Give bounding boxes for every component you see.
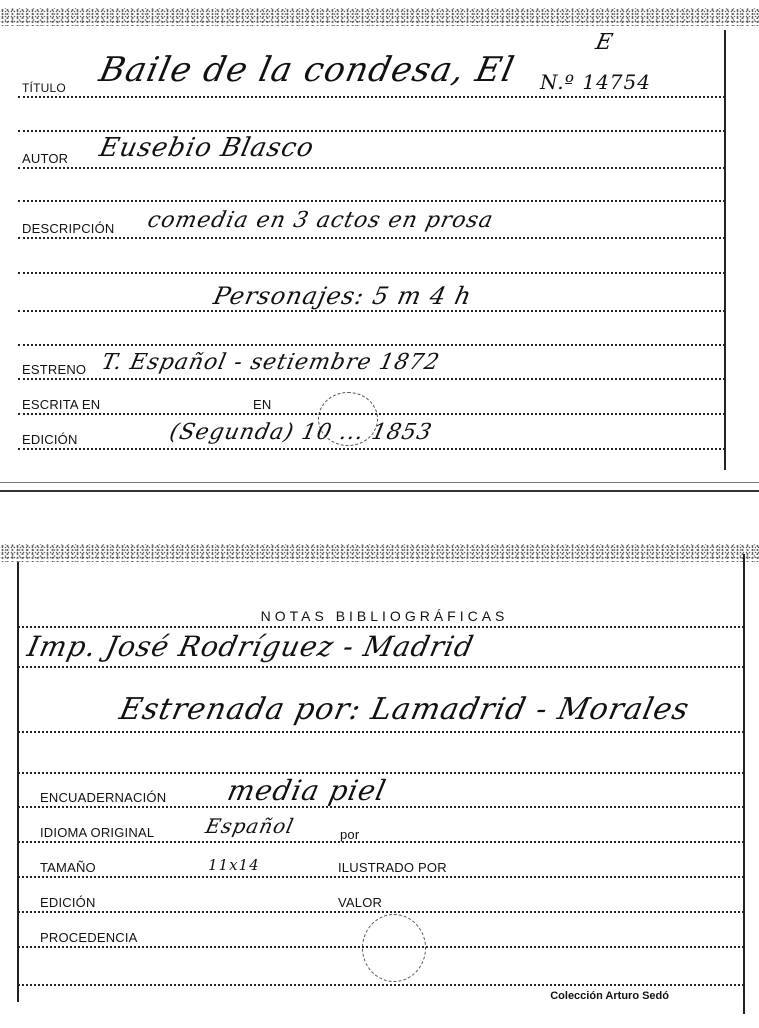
notas-line — [18, 626, 744, 628]
descripcion-value: comedia en 3 actos en prosa — [145, 208, 496, 233]
numero-value: N.º 14754 — [540, 70, 651, 94]
titulo-line — [18, 96, 725, 98]
notas-line — [18, 731, 744, 733]
personajes-value: Personajes: 5 m 4 h — [211, 282, 475, 310]
stamp-circle — [362, 914, 426, 982]
por-label: por — [340, 827, 360, 842]
estreno-value: T. Español - setiembre 1872 — [99, 350, 443, 375]
blank-line — [18, 272, 725, 274]
ilustrado-label: ILUSTRADO POR — [338, 860, 447, 875]
blank-line — [18, 130, 725, 132]
idioma-value: Español — [203, 814, 297, 838]
catalog-card-back — [0, 544, 759, 1028]
procedencia-line — [18, 946, 744, 948]
idioma-label: IDIOMA ORIGINAL — [40, 825, 155, 840]
autor-value: Eusebio Blasco — [96, 133, 318, 163]
edicion-line — [18, 448, 725, 450]
escrita-label: ESCRITA EN — [22, 397, 101, 412]
descripcion-line — [18, 237, 725, 239]
edicion-label: EDICIÓN — [22, 432, 78, 447]
notas-line — [18, 666, 744, 668]
notas-heading: NOTAS BIBLIOGRÁFICAS — [260, 608, 509, 624]
card-border — [0, 490, 759, 492]
card-torn-edge — [0, 8, 759, 26]
idioma-line — [18, 841, 744, 843]
edicion-line — [18, 911, 744, 913]
card-border — [17, 562, 19, 1002]
titulo-label: TÍTULO — [22, 81, 66, 95]
card-torn-edge — [0, 544, 759, 562]
nota-1: Imp. José Rodríguez - Madrid — [24, 630, 478, 663]
tamano-value: 11x14 — [208, 856, 260, 874]
valor-label: VALOR — [338, 895, 383, 910]
en-label: EN — [253, 397, 272, 412]
blank-line — [18, 344, 725, 346]
tamano-label: TAMAÑO — [40, 860, 96, 875]
estreno-line — [18, 378, 725, 380]
blank-line — [18, 984, 744, 986]
nota-2: Estrenada por: Lamadrid - Morales — [116, 692, 693, 727]
personajes-line — [18, 310, 725, 312]
autor-label: AUTOR — [22, 151, 69, 166]
catalog-card-front — [0, 0, 759, 492]
blank-line — [18, 200, 725, 202]
card-border — [0, 482, 759, 483]
edicion-label: EDICIÓN — [40, 895, 96, 910]
encuadernacion-label: ENCUADERNACIÓN — [40, 790, 167, 805]
encuadernacion-line — [18, 806, 744, 808]
autor-line — [18, 167, 725, 169]
corner-mark: E — [593, 30, 616, 55]
escrita-line — [18, 413, 725, 415]
procedencia-label: PROCEDENCIA — [40, 930, 138, 945]
collection-footer: Colección Arturo Sedó — [550, 990, 669, 1002]
tamano-line — [18, 876, 744, 878]
estreno-label: ESTRENO — [22, 362, 87, 377]
edicion-value: (Segunda) 10 ... 1853 — [167, 420, 435, 445]
encuadernacion-value: media piel — [224, 774, 390, 807]
descripcion-label: DESCRIPCIÓN — [22, 221, 115, 236]
titulo-value: Baile de la condesa, El — [95, 50, 519, 90]
